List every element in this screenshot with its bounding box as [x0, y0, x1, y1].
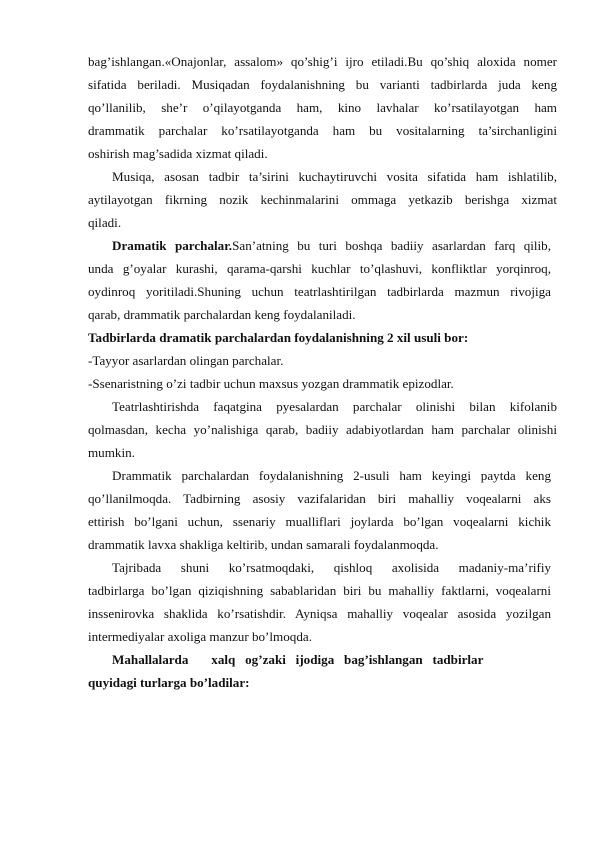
- text-line: tadbirlarga bo’lgan qiziqishning sabablaridan biri bu mahalliy faktlarni, voqealarni: [88, 583, 551, 598]
- text-line: mumkin.: [88, 445, 135, 460]
- text-line: aytilayotgan fikrning nozik kechinmalarini ommaga yetkazib berishga xizmat: [88, 192, 557, 207]
- text-line: qo’llanilib, she’r o’qilayotganda ham, kino lavhalar ko’rsatilayotgan ham: [88, 100, 557, 115]
- text-line: intermediyalar axoliga manzur bo’lmoqda.: [88, 629, 312, 644]
- text-line: Musiqa, asosan tadbir ta’sirini kuchaytiruvchi vosita sifatida ham ishlatilib,: [112, 169, 557, 184]
- text-line: Teatrlashtirishda faqatgina pyesalardan parchalar olinishi bilan kifolanib: [112, 399, 557, 414]
- text-line: qolmasdan, kecha yo’nalishiga qarab, badiiy adabiyotlardan ham parchalar olinishi: [88, 422, 557, 437]
- text-line: qarab, drammatik parchalardan keng foydalaniladi.: [88, 307, 356, 322]
- text-line: ettirish bo’lgani uchun, ssenariy mualliflari joylarda bo’lgan voqealarni kichik: [88, 514, 551, 529]
- text-line: drammatik parchalar ko’rsatilayotganda ham bu vositalarning ta’sirchanligini: [88, 123, 557, 138]
- text-line: oshirish mag’sadida xizmat qiladi.: [88, 146, 268, 161]
- text-line: inssenirovka shaklida ko’rsatishdir. Ayniqsa mahalliy voqealar asosida yozilgan: [88, 606, 551, 621]
- text-line: sifatida beriladi. Musiqadan foydalanishning bu varianti tadbirlarda juda keng: [88, 77, 557, 92]
- text-run: San’atning bu turi boshqa badiiy asarlardan farq qilib,: [232, 238, 552, 253]
- list-item: -Tayyor asarlardan olingan parchalar.: [88, 353, 284, 368]
- list-item: -Ssenaristning o’zi tadbir uchun maxsus yozgan drammatik epizodlar.: [88, 376, 454, 391]
- text-line: Tajribada shuni ko’rsatmoqdaki, qishloq axolisida madaniy-ma’rifiy: [112, 560, 551, 575]
- text-line: qo’llanilmoqda. Tadbirning asosiy vazifalaridan biri mahalliy voqealarni aks: [88, 491, 551, 506]
- text-line: Drammatik parchalardan foydalanishning 2-usuli ham keyingi paytda keng: [112, 468, 551, 483]
- text-line: bag’ishlangan.«Onajonlar, assalom» qo’shig’i ijro etiladi.Bu qo’shiq aloxida nomer: [88, 54, 557, 69]
- bold-heading: Mahallalarda xalq og’zaki ijodiga bag’ishlangan tadbirlar: [112, 652, 484, 667]
- bold-heading: quyidagi turlarga bo’ladilar:: [88, 675, 250, 690]
- text-line: qiladi.: [88, 215, 122, 230]
- text-line: unda g’oyalar kurashi, qarama-qarshi kuchlar to’qlashuvi, konfliktlar yorqinroq,: [88, 261, 551, 276]
- paragraph-lead-line: [112, 236, 551, 255]
- bold-heading: Tadbirlarda dramatik parchalardan foydalanishning 2 xil usuli bor:: [88, 330, 469, 345]
- text-line: oydinroq yoritiladi.Shuning uchun teatrlashtirilgan tadbirlarda mazmun rivojiga: [88, 284, 551, 299]
- text-line: drammatik lavxa shakliga keltirib, undan samarali foydalanmoqda.: [88, 537, 439, 552]
- section-heading-dramatik-parchalar: Dramatik parchalar.: [112, 238, 233, 253]
